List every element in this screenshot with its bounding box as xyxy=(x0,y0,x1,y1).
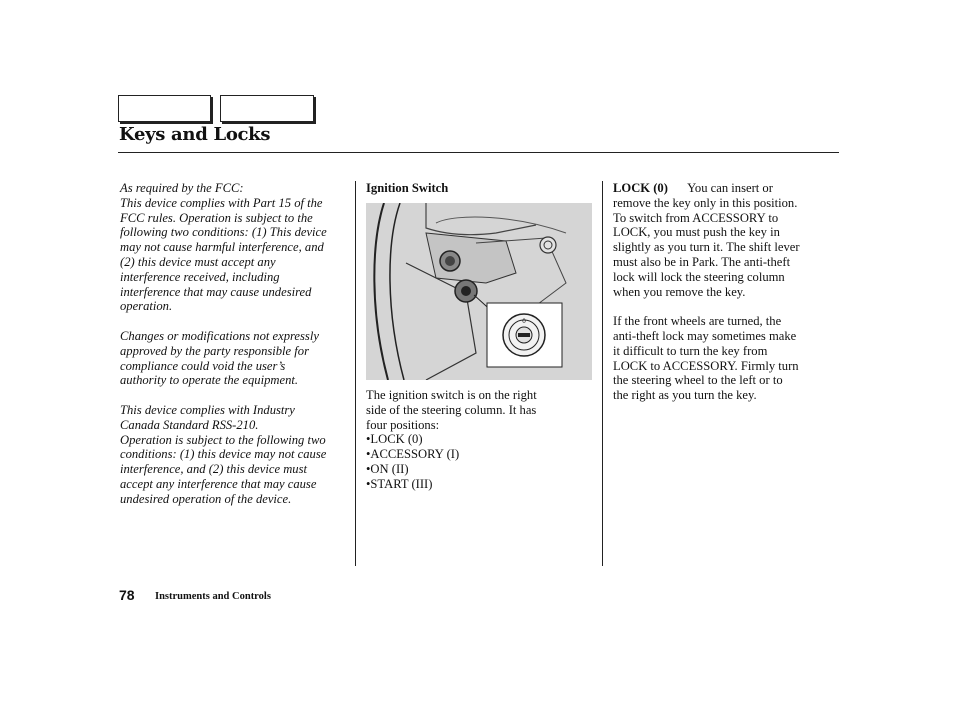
ignition-body xyxy=(366,388,594,492)
lock-line: the steering wheel to the left or to xyxy=(613,373,783,388)
lock-line: LOCK to ACCESSORY. Firmly turn xyxy=(613,358,799,373)
fcc-statement xyxy=(120,181,348,521)
lock-line: If the front wheels are turned, the xyxy=(613,314,782,329)
page-title: Keys and Locks xyxy=(119,124,271,145)
lock-line: must also be in Park. The anti-theft xyxy=(613,254,791,269)
fcc-line: interference, and (2) this device must xyxy=(120,462,307,477)
fcc-line: This device complies with Industry xyxy=(120,402,295,417)
fcc-line: interference received, including xyxy=(120,269,280,284)
ignition-section xyxy=(366,181,594,491)
fcc-line: interference that may cause undesired xyxy=(120,284,312,299)
fcc-line: accept any interference that may cause xyxy=(120,476,317,491)
fcc-paragraph-1 xyxy=(120,181,348,314)
fcc-paragraph-3 xyxy=(120,403,348,507)
lock-line: the right as you turn the key. xyxy=(613,388,757,403)
fcc-line: approved by the party responsible for xyxy=(120,343,309,358)
lock-line: remove the key only in this position. xyxy=(613,195,798,210)
position-item: •ACCESSORY (I) xyxy=(366,447,460,462)
lock-paragraph-2 xyxy=(613,314,839,403)
fcc-line: operation. xyxy=(120,299,173,314)
lock-section xyxy=(613,181,839,418)
lock-line: To switch from ACCESSORY to xyxy=(613,210,779,225)
nav-tab-box-1[interactable] xyxy=(118,95,211,122)
title-rule xyxy=(118,152,839,153)
fcc-line: compliance could void the user’s xyxy=(120,358,286,373)
fcc-line: following two conditions: (1) This device xyxy=(120,225,327,240)
fcc-line: Canada Standard RSS-210. xyxy=(120,417,259,432)
fcc-line: undesired operation of the device. xyxy=(120,491,292,506)
ignition-switch-illustration xyxy=(366,203,592,380)
fcc-line: (2) this device must accept any xyxy=(120,254,276,269)
fcc-line: FCC rules. Operation is subject to the xyxy=(120,210,313,225)
lock-line: anti-theft lock may sometimes make xyxy=(613,328,797,343)
section-name: Instruments and Controls xyxy=(155,591,271,602)
fcc-line: may not cause harmful interference, and xyxy=(120,240,324,255)
fcc-line: Operation is subject to the following two xyxy=(120,432,326,447)
lock-line: You can insert or xyxy=(687,181,773,195)
ignition-line: The ignition switch is on the right xyxy=(366,388,537,402)
ignition-line: side of the steering column. It has xyxy=(366,402,537,417)
lock-line: slightly as you turn it. The shift lever xyxy=(613,240,800,255)
position-item: •ON (II) xyxy=(366,461,409,476)
fcc-line: conditions: (1) this device may not cause xyxy=(120,447,327,462)
nav-tab-box-2[interactable] xyxy=(220,95,314,122)
ignition-line: four positions: xyxy=(366,417,440,432)
page-number: 78 xyxy=(119,587,135,603)
lock-line: LOCK, you must push the key in xyxy=(613,225,780,240)
lock-line: lock will lock the steering column xyxy=(613,269,785,284)
lock-line: when you remove the key. xyxy=(613,284,746,299)
lock-paragraph-1 xyxy=(613,181,839,299)
ignition-heading: Ignition Switch xyxy=(366,181,449,195)
position-item: •LOCK (0) xyxy=(366,432,423,447)
fcc-line: authority to operate the equipment. xyxy=(120,373,299,388)
position-item: •START (III) xyxy=(366,476,433,491)
column-divider-2 xyxy=(602,181,603,566)
fcc-line: As required by the FCC: xyxy=(120,181,244,195)
fcc-line: This device complies with Part 15 of the xyxy=(120,195,323,210)
fcc-paragraph-2 xyxy=(120,329,348,388)
lock-position-mark: 0 xyxy=(522,318,526,325)
fcc-line: Changes or modifications not expressly xyxy=(120,328,319,343)
steering-column-drawing xyxy=(366,203,592,380)
lock-heading: LOCK (0) xyxy=(613,181,668,195)
lock-line: it difficult to turn the key from xyxy=(613,343,768,358)
column-divider-1 xyxy=(355,181,356,566)
